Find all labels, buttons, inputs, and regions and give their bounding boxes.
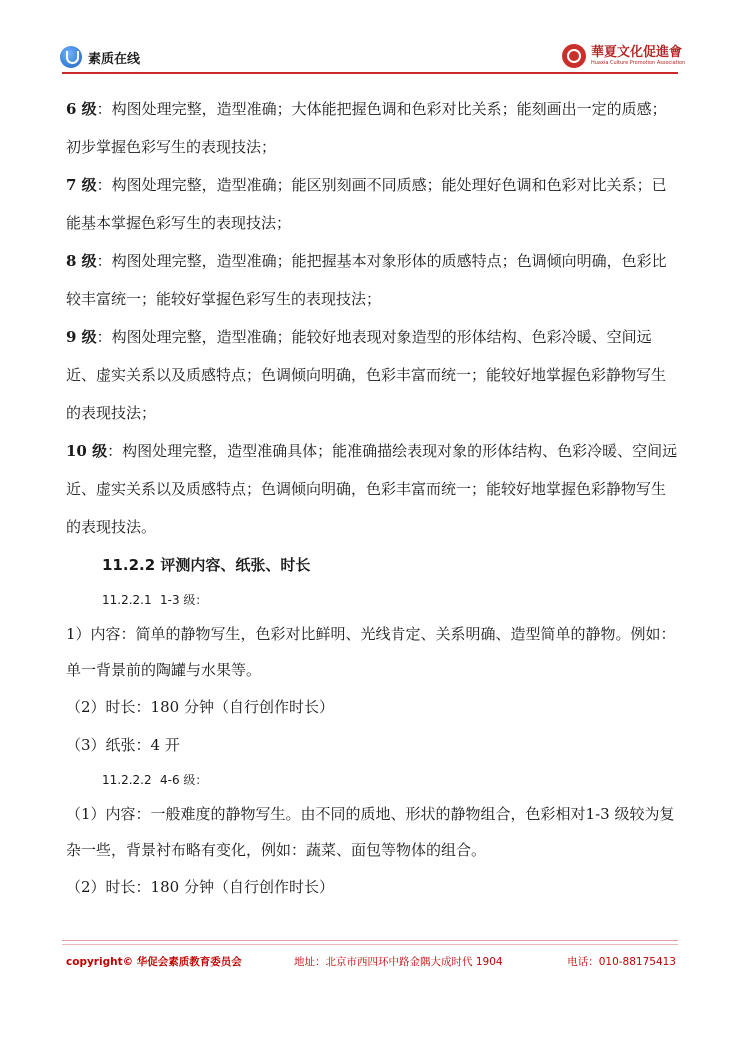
association-name: 華夏文化促進會	[591, 44, 683, 60]
subsection-heading-2: 11.2.2.2 4-6 级：	[102, 773, 208, 787]
association-logo	[562, 44, 685, 68]
logo-icon	[60, 46, 82, 68]
footer-copyright: copyright© 华促会素质教育委员会	[66, 956, 242, 968]
level-10-paragraph: 10 级：构图处理完整，造型准确具体；能准确描绘表现对象的形体结构、色彩冷暖、空间远近、虚实关系以及质感特点；色调倾向明确，色彩丰富而统一；能较好地掌握色彩静物写生的表现技法。	[66, 442, 678, 536]
site-logo-text: 素质在线	[88, 51, 141, 67]
sub1-paper: （3）纸张：4 开	[66, 736, 180, 754]
footer-phone: 电话：010-88175413	[567, 956, 676, 968]
level-7-paragraph: 7 级：构图处理完整，造型准确；能区别刻画不同质感；能处理好色调和色彩对比关系；已能基本掌握色彩写生的表现技法；	[66, 176, 667, 232]
subsection-heading-1: 11.2.2.1 1-3 级：	[102, 593, 208, 607]
header-divider	[62, 72, 678, 74]
sub2-content: （1）内容：一般难度的静物写生。由不同的质地、形状的静物组合，色彩相对1-3 级较为复杂一些，背景衬布略有变化，例如：蔬菜、面包等物体的组合。	[66, 805, 675, 859]
sub1-content: 1）内容：简单的静物写生，色彩对比鲜明、光线肯定、关系明确、造型简单的静物。例如：单一背景前的陶罐与水果等。	[66, 625, 676, 679]
page-footer	[66, 954, 676, 974]
document-body	[66, 90, 678, 906]
level-9-paragraph: 9 级：构图处理完整，造型准确；能较好地表现对象造型的形体结构、色彩冷暖、空间远近、虚实关系以及质感特点；色调倾向明确，色彩丰富而统一；能较好地掌握色彩静物写生的表现技法；	[66, 328, 667, 422]
level-6-paragraph: 6 级：构图处理完整，造型准确；大体能把握色调和色彩对比关系；能刻画出一定的质感；初步掌握色彩写生的表现技法；	[66, 100, 667, 156]
section-heading: 11.2.2 评测内容、纸张、时长	[102, 556, 311, 574]
footer-address: 地址：北京市西四环中路金隅大成时代 1904	[294, 956, 503, 968]
level-8-paragraph: 8 级：构图处理完整，造型准确；能把握基本对象形体的质感特点；色调倾向明确，色彩比较丰富统一；能较好掌握色彩写生的表现技法；	[66, 252, 667, 308]
seal-icon	[562, 44, 586, 68]
footer-divider	[62, 940, 678, 941]
footer-divider-2	[62, 944, 678, 945]
sub1-time: （2）时长：180 分钟（自行创作时长）	[66, 698, 334, 716]
site-logo[interactable]	[60, 46, 140, 68]
sub2-time: （2）时长：180 分钟（自行创作时长）	[66, 878, 334, 896]
association-name-en: Huaxia Culture Promotion Association	[591, 59, 686, 66]
page-header	[0, 0, 740, 90]
